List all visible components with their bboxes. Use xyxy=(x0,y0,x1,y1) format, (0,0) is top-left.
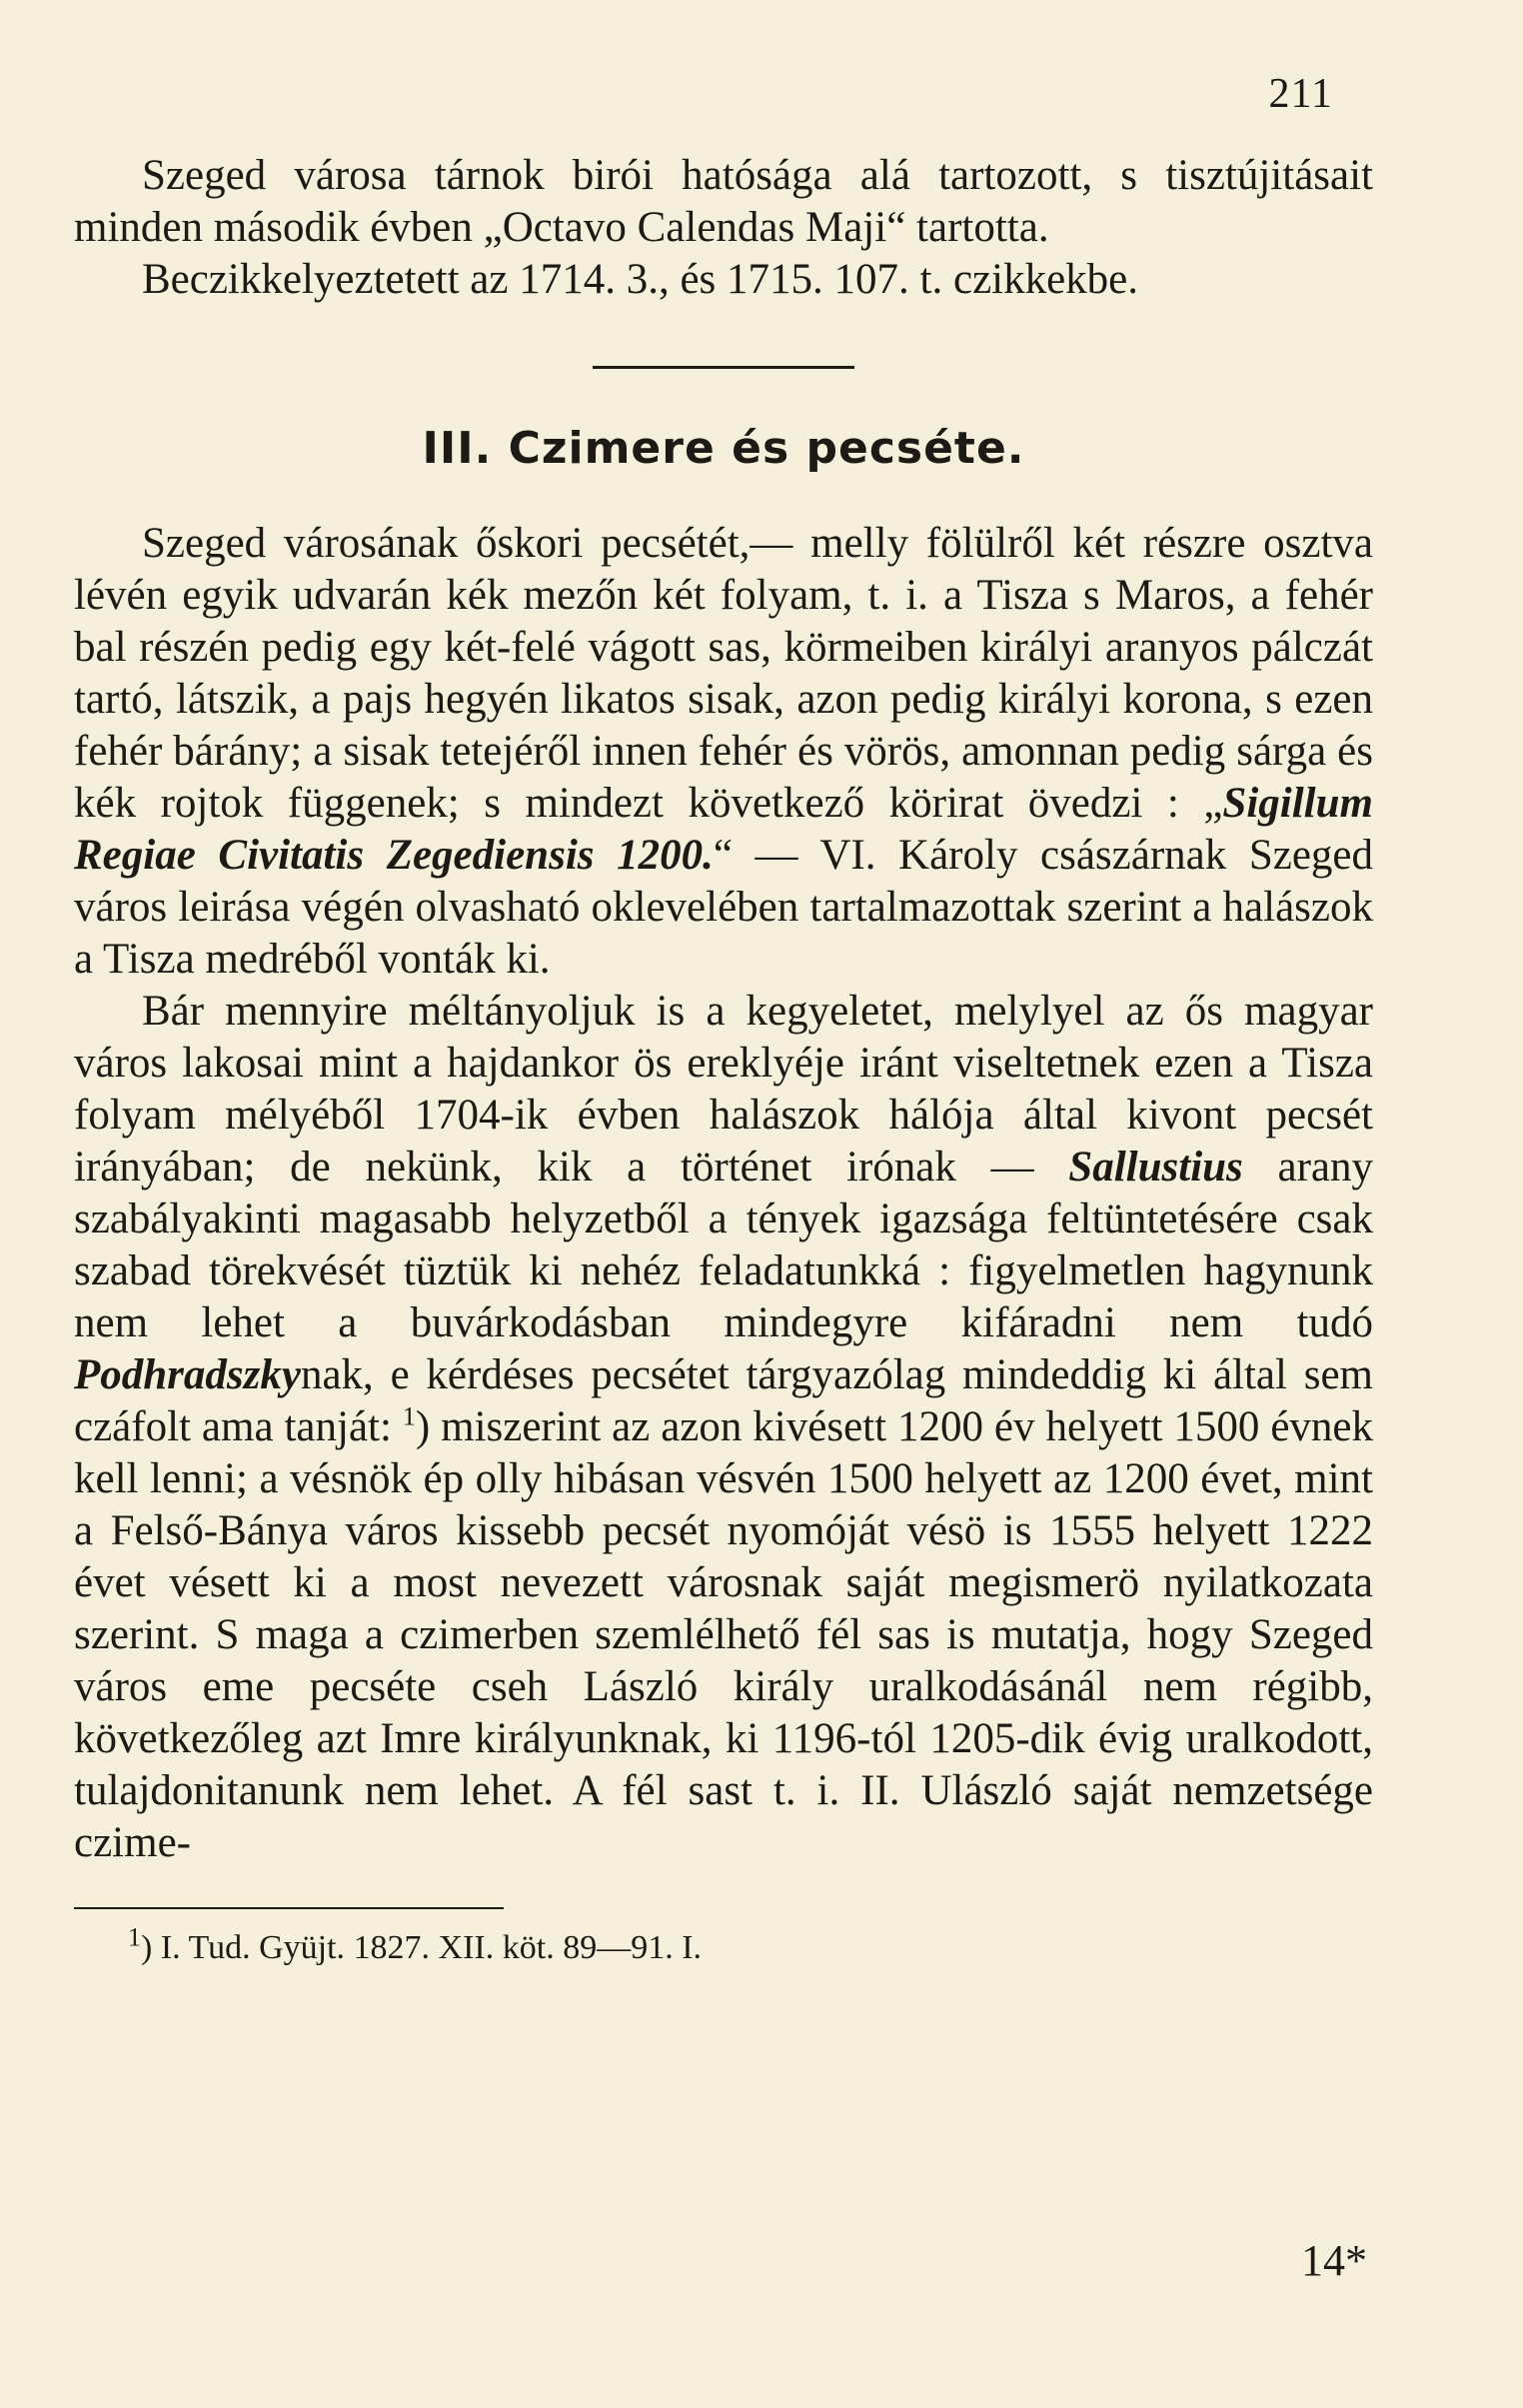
author-name: Podhradszky xyxy=(74,1351,301,1398)
seal-paragraph xyxy=(74,518,1373,986)
analysis-text: arany szabályakinti magasabb helyzetből a tények igazsága feltüntetésére csak szabad törekvését tüztük ki nehéz feladatunkká : figyelmetlen hagynunk nem lehet a buvárkodásban mindegyre kifáradni nem tudó xyxy=(74,1144,1373,1346)
page-body xyxy=(74,150,1373,1969)
analysis-paragraph xyxy=(74,986,1373,1869)
seal-paragraph-text: Szeged városának őskori pecsétét,— melly fölülről két részre osztva lévén egyik udvarán kék mezőn két folyam, t. i. a Tisza s Maros, a fehér bal részén pedig egy két-felé vágott sas, körmeiben királyi aranyos pálczát tartó, látszik, a pajs hegyén likatos sisak, azon pedig királyi korona, s ezen fehér bárány; a sisak tetejéről innen fehér és vörös, amonnan pedig sárga és kék rojtok függenek; s mindezt következő körirat övedzi : „ xyxy=(74,520,1373,827)
signature-mark: 14* xyxy=(1301,2236,1367,2285)
analysis-text: Bár mennyire méltányoljuk is a kegyeletet, melylyel az ős magyar város lakosai mint a hajdankor ös ereklyéje iránt viseltetnek ezen a Tisza folyam mélyéből 1704-ik évben halászok hálója által kivont pecsét irányában; de nekünk, kik a történet irónak — xyxy=(74,988,1373,1191)
footnote xyxy=(128,1922,1373,1969)
section-divider xyxy=(593,366,854,369)
analysis-text: nak, e kérdéses pecsétet tárgyazólag mindeddig ki által sem czáfolt ama tanját: xyxy=(74,1351,1373,1450)
author-name: Sallustius xyxy=(1068,1144,1243,1191)
footnote-reference[interactable]: 1 xyxy=(402,1401,416,1431)
analysis-text: ) miszerint az azon kivésett 1200 év helyett 1500 évnek kell lenni; a vésnök ép olly hibásan vésvén 1500 helyett az 1200 évet, mint a Felső-Bánya város kissebb pecsét nyomóját vésö is 1555 helyett 1222 évet vésett ki a most nevezett városnak saját megismerö nyilatkozata szerint. S maga a czimerben szemlélhető fél sas is mutatja, hogy Szeged város eme pecséte cseh László király uralkodásánál nem régibb, következőleg azt Imre királyunknak, ki 1196-tól 1205-dik évig uralkodott, tulajdonitanunk nem lehet. A fél sast t. i. II. Ulászló saját nemzetsége czime- xyxy=(74,1403,1374,1866)
seal-paragraph-text: “ — VI. Károly császárnak Szeged város leirása végén olvasható oklevelében tartalmazottak szerint a halászok a Tisza medréből vonták ki. xyxy=(74,832,1373,983)
footnote-mark: 1 xyxy=(128,1922,141,1952)
footnote-rule xyxy=(74,1907,504,1909)
page-number: 211 xyxy=(1268,71,1333,117)
section-heading: III. Czimere és pecséte. xyxy=(422,423,1025,474)
footnote-text: ) I. Tud. Gyüjt. 1827. XII. köt. 89—91. I. xyxy=(141,1929,703,1966)
seal-inscription: Sigillum Regiae Civitatis Zegediensis 1200. xyxy=(74,780,1373,879)
intro-paragraph: Szeged városa tárnok birói hatósága alá tartozott, s tisztújitásait minden második évben „Octavo Calendas Maji“ tartotta. xyxy=(74,152,1373,251)
intro-paragraph: Beczikkelyeztetett az 1714. 3., és 1715. 107. t. czikkekbe. xyxy=(142,256,1139,303)
